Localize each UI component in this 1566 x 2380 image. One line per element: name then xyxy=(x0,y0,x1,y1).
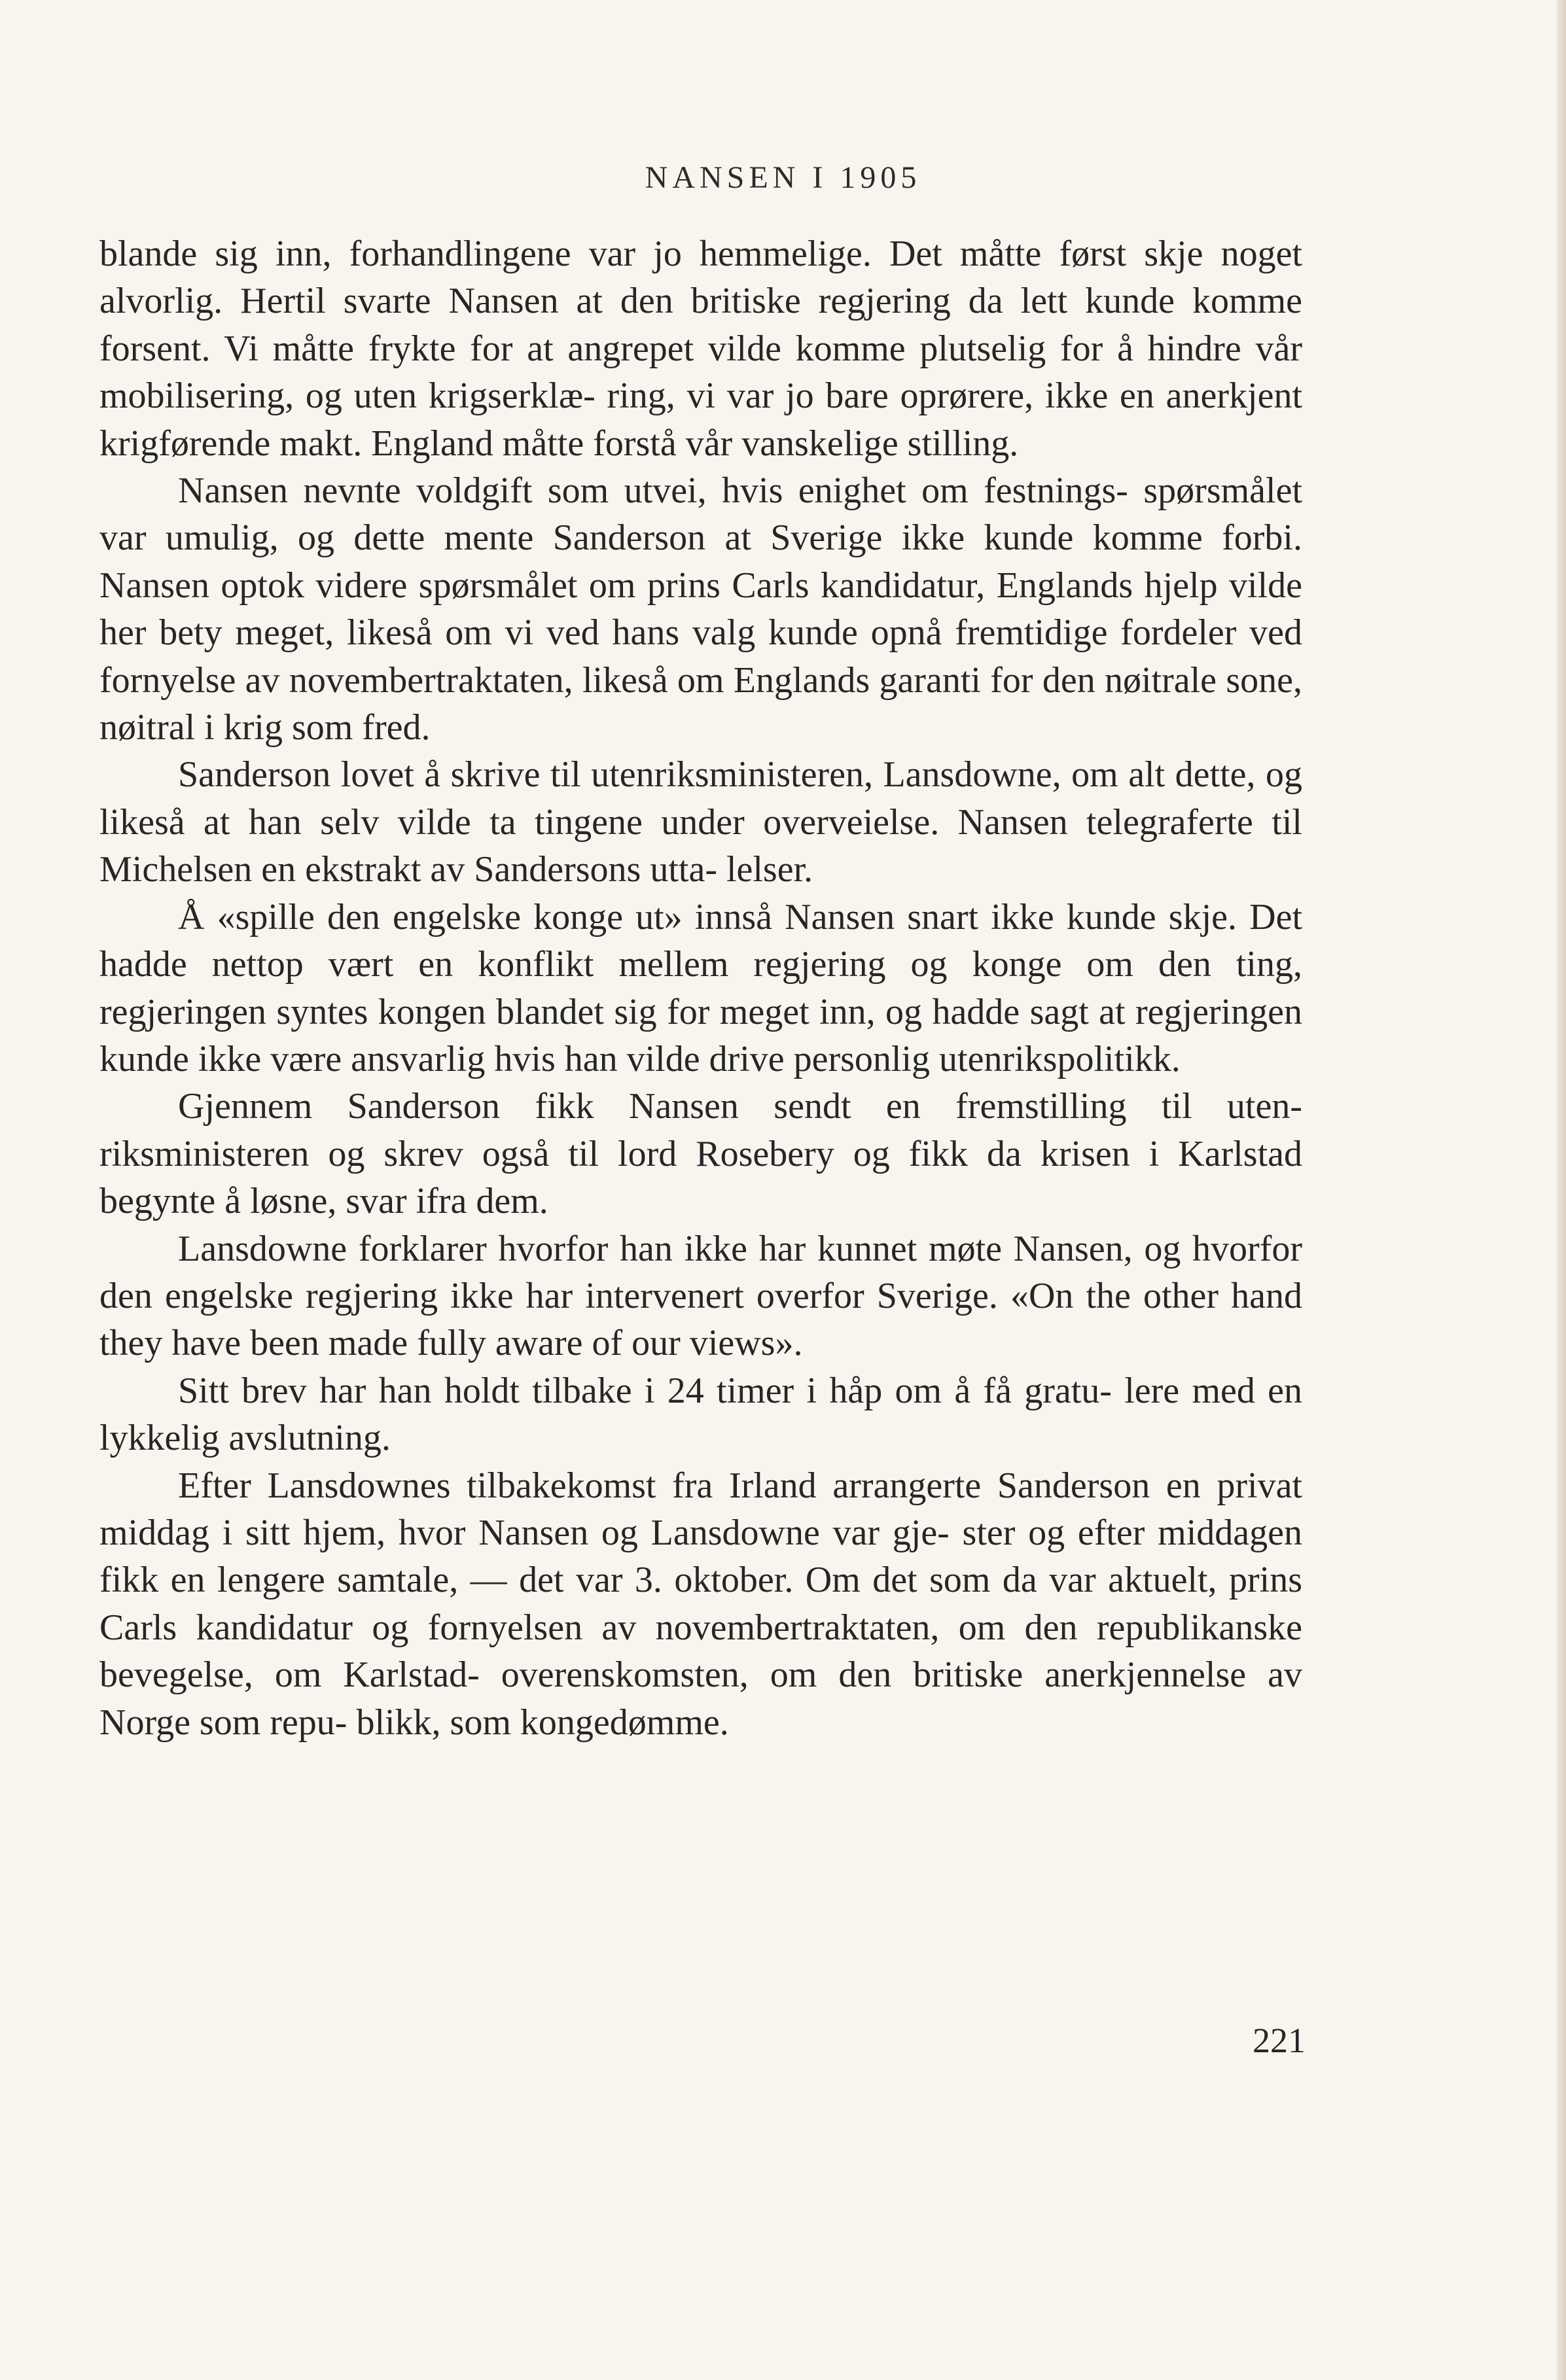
paragraph: Sitt brev har han holdt tilbake i 24 timer i håp om å få gratu‑ lere med en lykkelig avslutning. xyxy=(99,1370,1302,1459)
paragraph: Gjennem Sanderson fikk Nansen sendt en fremstilling til uten‑ riksministeren og skrev også til lord Rosebery og fikk da krisen i Karlstad begynte å løsne, svar ifra dem. xyxy=(99,1086,1302,1222)
body-text xyxy=(99,230,1302,1746)
paragraph: Lansdowne forklarer hvorfor han ikke har kunnet møte Nansen, og hvorfor den engelske regjering ikke har intervenert overfor Sverige. «On the other hand they have been made fully aware of our views». xyxy=(99,1228,1302,1364)
paragraph: Sanderson lovet å skrive til utenriksministeren, Lansdowne, om alt dette, og likeså at han selv vilde ta tingene under overveielse. Nansen telegraferte til Michelsen en ekstrakt av Sandersons utta‑ lelser. xyxy=(99,754,1302,890)
running-head: NANSEN I 1905 xyxy=(645,160,921,195)
paragraph: Efter Lansdownes tilbakekomst fra Irland arrangerte Sanderson en privat middag i sitt hjem, hvor Nansen og Lansdowne var gje‑ ster og efter middagen fikk en lengere samtale, — det var 3. oktober. Om det som da var aktuelt, prins Carls kandidatur og fornyelsen av novembertraktaten, om den republikanske bevegelse, om Karlstad‑ overenskomsten, om den britiske anerkjennelse av Norge som repu‑ blikk, som kongedømme. xyxy=(99,1465,1302,1743)
paragraph: Å «spille den engelske konge ut» innså Nansen snart ikke kunde skje. Det hadde nettop vært en konflikt mellem regjering og konge om den ting, regjeringen syntes kongen blandet sig for meget inn, og hadde sagt at regjeringen kunde ikke være ansvarlig hvis han vilde drive personlig utenrikspolitikk. xyxy=(99,896,1302,1079)
paragraph: Nansen nevnte voldgift som utvei, hvis enighet om festnings‑ spørsmålet var umulig, og dette mente Sanderson at Sverige ikke kunde komme forbi. Nansen optok videre spørsmålet om prins Carls kandidatur, Englands hjelp vilde her bety meget, likeså om vi ved hans valg kunde opnå fremtidige fordeler ved fornyelse av novembertraktaten, likeså om Englands garanti for den nøitrale sone, nøitral i krig som fred. xyxy=(99,470,1302,748)
page-number: 221 xyxy=(1253,2021,1306,2060)
paragraph: blande sig inn, forhandlingene var jo hemmelige. Det måtte først skje noget alvorlig. Hertil svarte Nansen at den britiske regjering da lett kunde komme forsent. Vi måtte frykte for at angrepet vilde komme plutselig for å hindre vår mobilisering, og uten krigserklæ‑ ring, vi var jo bare oprørere, ikke en anerkjent krigførende makt. England måtte forstå vår vanskelige stilling. xyxy=(99,234,1302,464)
scan-edge xyxy=(1557,0,1566,2380)
